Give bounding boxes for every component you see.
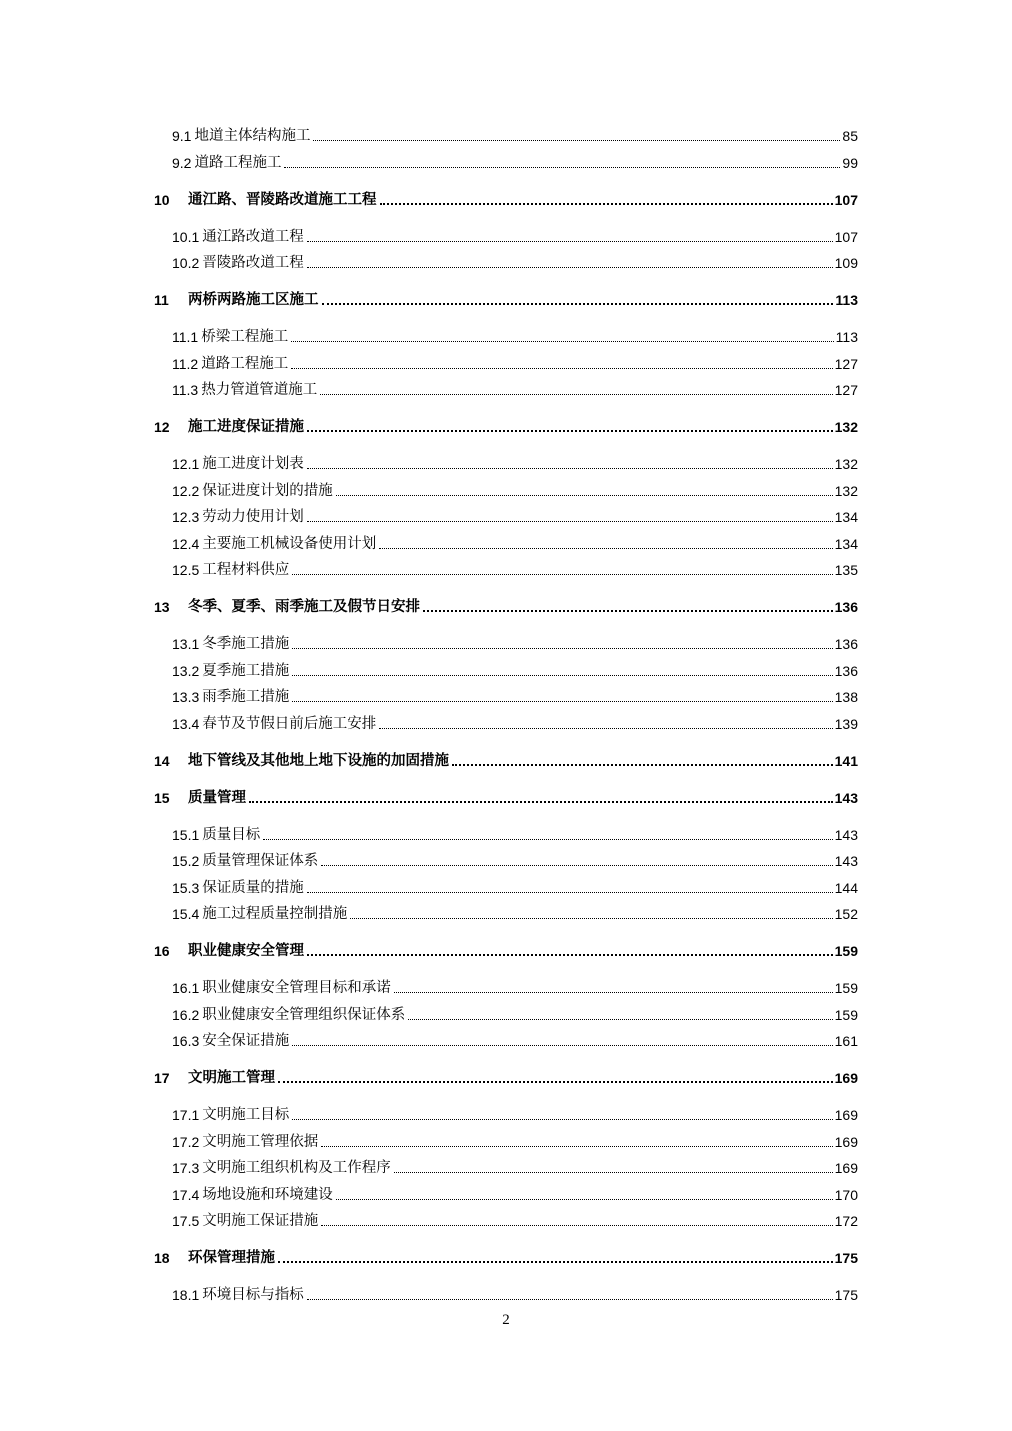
toc-chapter-entry[interactable] <box>154 752 858 770</box>
toc-entry-title: 冬季、夏季、雨季施工及假节日安排 <box>188 598 420 615</box>
toc-dot-leader <box>292 701 832 702</box>
toc-section-entry[interactable] <box>172 328 858 346</box>
toc-section-entry[interactable] <box>172 1286 858 1304</box>
toc-entry-number: 13.2 <box>172 663 200 679</box>
toc-entry-title: 地道主体结构施工 <box>194 128 311 144</box>
toc-entry-page: 143 <box>834 790 858 806</box>
toc-entry-page: 159 <box>834 1007 858 1023</box>
toc-entry-page: 136 <box>834 599 858 615</box>
toc-entry-number: 17.5 <box>172 1213 200 1229</box>
toc-dot-leader <box>307 430 833 432</box>
toc-section-entry[interactable] <box>172 852 858 870</box>
toc-entry-page: 143 <box>834 827 858 843</box>
toc-entry-title: 道路工程施工 <box>201 356 289 372</box>
toc-dot-leader <box>380 203 833 205</box>
toc-entry-page: 127 <box>834 382 858 398</box>
toc-entry-title: 施工进度计划表 <box>202 456 304 472</box>
toc-entry-page: 136 <box>834 636 858 652</box>
toc-entry-title: 施工过程质量控制措施 <box>202 906 348 922</box>
toc-entry-number: 10.2 <box>172 255 200 271</box>
toc-entry-page: 169 <box>834 1134 858 1150</box>
toc-entry-page: 152 <box>834 906 858 922</box>
toc-dot-leader <box>284 167 840 168</box>
toc-chapter-entry[interactable] <box>154 1249 858 1267</box>
toc-entry-title: 劳动力使用计划 <box>202 509 304 525</box>
toc-dot-leader <box>263 839 832 840</box>
toc-entry-number: 13 <box>154 599 170 615</box>
toc-entry-number: 11.2 <box>172 356 199 372</box>
toc-dot-leader <box>394 992 833 993</box>
toc-dot-leader <box>321 865 832 866</box>
toc-entry-page: 135 <box>834 562 858 578</box>
toc-entry-page: 99 <box>842 155 858 171</box>
toc-chapter-entry[interactable] <box>154 1069 858 1087</box>
toc-dot-leader <box>379 728 832 729</box>
toc-chapter-entry[interactable] <box>154 291 858 309</box>
toc-entry-number: 13.3 <box>172 689 200 705</box>
toc-entry-title: 冬季施工措施 <box>202 636 290 652</box>
toc-dot-leader <box>321 1225 832 1226</box>
toc-dot-leader <box>307 241 833 242</box>
toc-entry-title: 保证质量的措施 <box>202 880 304 896</box>
toc-entry-page: 175 <box>834 1250 858 1266</box>
toc-chapter-entry[interactable] <box>154 598 858 616</box>
toc-entry-title: 文明施工保证措施 <box>202 1213 319 1229</box>
toc-entry-title: 两桥两路施工区施工 <box>188 291 319 308</box>
toc-entry-title: 文明施工组织机构及工作程序 <box>202 1160 391 1176</box>
toc-entry-page: 113 <box>835 329 858 345</box>
toc-entry-page: 85 <box>842 128 858 144</box>
toc-dot-leader <box>408 1019 832 1020</box>
toc-section-entry[interactable] <box>172 1159 858 1177</box>
toc-section-entry[interactable] <box>172 1133 858 1151</box>
toc-entry-title: 安全保证措施 <box>202 1033 290 1049</box>
toc-dot-leader <box>350 918 832 919</box>
toc-entry-number: 16.3 <box>172 1033 200 1049</box>
toc-entry-page: 169 <box>834 1107 858 1123</box>
toc-dot-leader <box>291 368 832 369</box>
toc-entry-page: 134 <box>834 509 858 525</box>
toc-entry-number: 12.5 <box>172 562 200 578</box>
toc-entry-page: 109 <box>834 255 858 271</box>
toc-entry-page: 159 <box>834 980 858 996</box>
toc-entry-page: 143 <box>834 853 858 869</box>
toc-entry-title: 晋陵路改道工程 <box>202 255 304 271</box>
toc-entry-title: 道路工程施工 <box>194 155 282 171</box>
toc-entry-page: 107 <box>834 192 858 208</box>
toc-entry-number: 17.1 <box>172 1107 200 1123</box>
toc-chapter-entry[interactable] <box>154 789 858 807</box>
toc-entry-page: 138 <box>834 689 858 705</box>
toc-entry-number: 18.1 <box>172 1287 200 1303</box>
toc-entry-number: 17.3 <box>172 1160 200 1176</box>
toc-section-entry[interactable] <box>172 127 858 145</box>
toc-entry-title: 夏季施工措施 <box>202 663 290 679</box>
toc-entry-title: 文明施工管理 <box>188 1069 275 1086</box>
toc-dot-leader <box>292 1119 832 1120</box>
toc-section-entry[interactable] <box>172 1032 858 1050</box>
toc-dot-leader <box>292 675 832 676</box>
toc-entry-page: 107 <box>834 229 858 245</box>
toc-dot-leader <box>278 1261 833 1263</box>
toc-entry-title: 通江路、晋陵路改道施工工程 <box>188 191 377 208</box>
toc-chapter-entry[interactable] <box>154 191 858 209</box>
toc-dot-leader <box>307 1299 833 1300</box>
toc-dot-leader <box>249 801 833 803</box>
toc-dot-leader <box>320 394 832 395</box>
toc-section-entry[interactable] <box>172 1186 858 1204</box>
toc-section-entry[interactable] <box>172 455 858 473</box>
toc-entry-number: 13.4 <box>172 716 200 732</box>
toc-entry-title: 桥梁工程施工 <box>201 329 289 345</box>
toc-section-entry[interactable] <box>172 508 858 526</box>
toc-entry-page: 169 <box>834 1160 858 1176</box>
toc-entry-title: 保证进度计划的措施 <box>202 483 333 499</box>
toc-dot-leader <box>336 1199 833 1200</box>
toc-section-entry[interactable] <box>172 1106 858 1124</box>
toc-entry-page: 132 <box>834 456 858 472</box>
toc-dot-leader <box>292 1045 832 1046</box>
toc-section-entry[interactable] <box>172 381 858 399</box>
toc-entry-page: 172 <box>834 1213 858 1229</box>
toc-entry-title: 环保管理措施 <box>188 1249 275 1266</box>
toc-section-entry[interactable] <box>172 254 858 272</box>
toc-entry-number: 15 <box>154 790 170 806</box>
toc-section-entry[interactable] <box>172 1212 858 1230</box>
toc-section-entry[interactable] <box>172 662 858 680</box>
toc-entry-number: 12.3 <box>172 509 200 525</box>
toc-entry-title: 职业健康安全管理 <box>188 942 304 959</box>
toc-entry-page: 141 <box>834 753 858 769</box>
toc-section-entry[interactable] <box>172 355 858 373</box>
toc-entry-title: 场地设施和环境建设 <box>202 1187 333 1203</box>
toc-dot-leader <box>307 954 833 956</box>
toc-dot-leader <box>322 303 834 305</box>
toc-entry-page: 175 <box>834 1287 858 1303</box>
toc-entry-number: 18 <box>154 1250 170 1266</box>
toc-entry-title: 地下管线及其他地上地下设施的加固措施 <box>188 752 449 769</box>
toc-dot-leader <box>278 1081 833 1083</box>
toc-entry-number: 13.1 <box>172 636 200 652</box>
toc-entry-title: 文明施工管理依据 <box>202 1134 319 1150</box>
toc-section-entry[interactable] <box>172 905 858 923</box>
toc-entry-number: 16.2 <box>172 1007 200 1023</box>
toc-entry-title: 职业健康安全管理目标和承诺 <box>202 980 391 996</box>
toc-entry-page: 127 <box>834 356 858 372</box>
toc-entry-page: 144 <box>834 880 858 896</box>
toc-entry-title: 环境目标与指标 <box>202 1287 304 1303</box>
toc-entry-number: 15.2 <box>172 853 200 869</box>
toc-entry-number: 17.2 <box>172 1134 200 1150</box>
toc-section-entry[interactable] <box>172 1006 858 1024</box>
toc-entry-number: 17 <box>154 1070 170 1086</box>
toc-entry-number: 9.2 <box>172 155 192 171</box>
toc-dot-leader <box>307 521 833 522</box>
toc-dot-leader <box>452 764 833 766</box>
toc-entry-page: 159 <box>834 943 858 959</box>
toc-entry-page: 139 <box>834 716 858 732</box>
toc-chapter-entry[interactable] <box>154 418 858 436</box>
toc-dot-leader <box>336 495 833 496</box>
toc-entry-page: 132 <box>834 419 858 435</box>
toc-entry-number: 16.1 <box>172 980 200 996</box>
toc-entry-number: 15.1 <box>172 827 200 843</box>
toc-entry-number: 10.1 <box>172 229 200 245</box>
toc-entry-title: 雨季施工措施 <box>202 689 290 705</box>
toc-entry-number: 14 <box>154 753 170 769</box>
toc-entry-title: 春节及节假日前后施工安排 <box>202 716 377 732</box>
toc-entry-number: 17.4 <box>172 1187 200 1203</box>
toc-entry-page: 170 <box>834 1187 858 1203</box>
toc-entry-number: 15.3 <box>172 880 200 896</box>
toc-dot-leader <box>394 1172 833 1173</box>
toc-entry-number: 12 <box>154 419 170 435</box>
toc-entry-number: 11.1 <box>172 329 199 345</box>
toc-dot-leader <box>313 140 840 141</box>
toc-entry-number: 15.4 <box>172 906 200 922</box>
toc-entry-number: 11.3 <box>172 382 199 398</box>
toc-dot-leader <box>307 267 833 268</box>
toc-entry-title: 主要施工机械设备使用计划 <box>202 536 377 552</box>
toc-entry-page: 161 <box>834 1033 858 1049</box>
toc-entry-number: 12.2 <box>172 483 200 499</box>
toc-section-entry[interactable] <box>172 715 858 733</box>
toc-entry-title: 通江路改道工程 <box>202 229 304 245</box>
toc-section-entry[interactable] <box>172 535 858 553</box>
toc-entry-number: 9.1 <box>172 128 192 144</box>
toc-dot-leader <box>423 610 833 612</box>
toc-entry-page: 134 <box>834 536 858 552</box>
toc-section-entry[interactable] <box>172 228 858 246</box>
toc-entry-number: 16 <box>154 943 170 959</box>
toc-dot-leader <box>307 468 833 469</box>
toc-entry-title: 质量管理 <box>188 789 246 806</box>
page-number: 2 <box>502 1312 510 1328</box>
toc-dot-leader <box>292 574 832 575</box>
toc-entry-title: 质量管理保证体系 <box>202 853 319 869</box>
toc-section-entry[interactable] <box>172 879 858 897</box>
toc-dot-leader <box>292 648 832 649</box>
toc-entry-title: 施工进度保证措施 <box>188 418 304 435</box>
toc-section-entry[interactable] <box>172 482 858 500</box>
toc-dot-leader <box>307 892 833 893</box>
toc-dot-leader <box>291 341 833 342</box>
toc-entry-page: 136 <box>834 663 858 679</box>
toc-dot-leader <box>379 548 832 549</box>
toc-entry-page: 132 <box>834 483 858 499</box>
toc-entry-number: 10 <box>154 192 170 208</box>
toc-entry-title: 职业健康安全管理组织保证体系 <box>202 1007 406 1023</box>
toc-section-entry[interactable] <box>172 635 858 653</box>
toc-entry-title: 质量目标 <box>202 827 261 843</box>
toc-dot-leader <box>321 1146 832 1147</box>
toc-entry-title: 工程材料供应 <box>202 562 290 578</box>
toc-entry-page: 113 <box>835 292 858 308</box>
toc-entry-number: 11 <box>154 292 169 308</box>
toc-entry-title: 热力管道管道施工 <box>201 382 318 398</box>
toc-entry-page: 169 <box>834 1070 858 1086</box>
toc-section-entry[interactable] <box>172 561 858 579</box>
toc-entry-title: 文明施工目标 <box>202 1107 290 1123</box>
toc-chapter-entry[interactable] <box>154 942 858 960</box>
toc-section-entry[interactable] <box>172 979 858 997</box>
toc-section-entry[interactable] <box>172 826 858 844</box>
toc-entry-number: 12.4 <box>172 536 200 552</box>
toc-entry-number: 12.1 <box>172 456 200 472</box>
toc-section-entry[interactable] <box>172 154 858 172</box>
toc-section-entry[interactable] <box>172 688 858 706</box>
